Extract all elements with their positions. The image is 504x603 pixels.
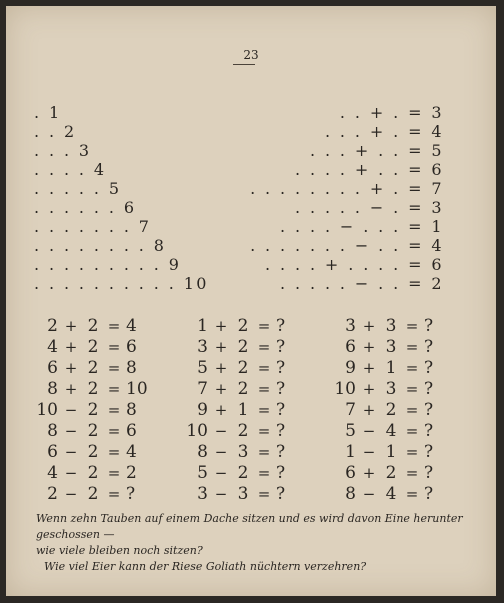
equation-row [30, 379, 152, 400]
equation-row [30, 400, 152, 421]
equation-equals: = [257, 422, 271, 440]
equation-result: ? [424, 400, 434, 420]
equation-equals: = [107, 359, 121, 377]
equation-equals: = [405, 485, 419, 503]
equation-result: ? [126, 484, 136, 504]
equation-result: 8 [126, 358, 137, 378]
equation-equals: = [107, 443, 121, 461]
equation-operand: 10 [186, 421, 208, 441]
equation-operand: 2 [237, 421, 249, 441]
equation-result: ? [424, 421, 434, 441]
equation-operand: 2 [385, 463, 397, 483]
equation-operand: 7 [197, 379, 208, 399]
equation-operand: 8 [47, 421, 58, 441]
equation-result: 8 [126, 400, 137, 420]
left-dot-row: . 1 [34, 103, 62, 122]
equation-result: ? [424, 463, 434, 483]
left-dot-row: . . . . . . 6 [34, 198, 137, 217]
equation-operator: + [362, 401, 376, 419]
equation-operand: 1 [237, 400, 249, 420]
equation-operator: − [64, 464, 78, 482]
equation-operand: 6 [345, 337, 356, 357]
equation-equals: = [107, 338, 121, 356]
equation-row [328, 463, 450, 484]
equation-equals: = [257, 380, 271, 398]
equation-result: ? [276, 484, 286, 504]
equation-operand: 2 [237, 463, 249, 483]
equation-equals: = [257, 338, 271, 356]
equation-row [30, 421, 152, 442]
right-dot-row: . . . . . − . . = 2 [280, 274, 444, 293]
word-problem-line: wie viele bleiben noch sitzen? [36, 544, 203, 557]
equation-result: ? [276, 316, 286, 336]
equation-operand: 2 [87, 442, 99, 462]
equation-operand: 6 [345, 463, 356, 483]
equation-operand: 2 [237, 379, 249, 399]
equation-operator: − [362, 443, 376, 461]
equation-row [328, 337, 450, 358]
equation-operand: 2 [87, 316, 99, 336]
equation-row [180, 421, 302, 442]
equation-operator: + [362, 338, 376, 356]
equation-operator: + [64, 359, 78, 377]
equation-row [30, 442, 152, 463]
equation-result: 10 [126, 379, 148, 399]
equation-result: ? [276, 337, 286, 357]
equation-equals: = [257, 401, 271, 419]
equation-result: 6 [126, 337, 137, 357]
equation-operand: 1 [197, 316, 208, 336]
equation-row [328, 379, 450, 400]
equation-equals: = [257, 485, 271, 503]
equation-operand: 8 [197, 442, 208, 462]
equation-result: ? [424, 358, 434, 378]
equation-operand: 8 [47, 379, 58, 399]
equation-equals: = [405, 443, 419, 461]
equation-operand: 2 [87, 421, 99, 441]
equation-operator: + [64, 380, 78, 398]
equation-result: ? [276, 421, 286, 441]
equation-operand: 9 [345, 358, 356, 378]
equation-operand: 1 [385, 358, 397, 378]
equation-operator: + [214, 317, 228, 335]
equation-row [180, 442, 302, 463]
equation-row [328, 442, 450, 463]
equation-operand: 1 [345, 442, 356, 462]
equation-row [180, 400, 302, 421]
equation-row [30, 337, 152, 358]
equation-operand: 2 [87, 358, 99, 378]
equation-operand: 2 [385, 400, 397, 420]
right-dot-row: . . . + . . = 5 [309, 141, 444, 160]
equation-equals: = [405, 401, 419, 419]
right-dot-row: . . . . + . . . . = 6 [265, 255, 444, 274]
equation-operator: + [362, 464, 376, 482]
equation-operand: 2 [47, 484, 58, 504]
left-dot-row: . . . . . . . . . 9 [34, 255, 182, 274]
equation-equals: = [257, 317, 271, 335]
equation-equals: = [405, 464, 419, 482]
equation-operand: 4 [385, 484, 397, 504]
equation-result: 4 [126, 316, 137, 336]
equation-result: ? [424, 337, 434, 357]
equation-operand: 3 [345, 316, 356, 336]
right-dot-row: . . . . + . . = 6 [295, 160, 444, 179]
word-problem-line: Wie viel Eier kann der Riese Goliath nüchtern verzehren? [44, 560, 367, 573]
equation-operand: 5 [197, 463, 208, 483]
equation-equals: = [107, 485, 121, 503]
equation-operand: 7 [345, 400, 356, 420]
equation-equals: = [405, 338, 419, 356]
equation-result: ? [424, 316, 434, 336]
equation-equals: = [107, 380, 121, 398]
equation-row [30, 358, 152, 379]
equation-row [30, 316, 152, 337]
equation-result: ? [276, 379, 286, 399]
equation-operand: 2 [87, 379, 99, 399]
equation-operand: 3 [385, 316, 397, 336]
equation-result: ? [424, 442, 434, 462]
equation-operator: − [214, 443, 228, 461]
equation-operand: 2 [47, 316, 58, 336]
equation-operand: 5 [197, 358, 208, 378]
equation-operand: 3 [197, 484, 208, 504]
right-dot-row: . . . . . . . − . . = 4 [250, 236, 444, 255]
equation-operand: 6 [47, 442, 58, 462]
equation-equals: = [107, 464, 121, 482]
equation-row [328, 358, 450, 379]
equation-operator: − [64, 422, 78, 440]
equation-operator: − [64, 443, 78, 461]
equation-result: ? [276, 400, 286, 420]
right-dot-row: . . . . . − . = 3 [295, 198, 444, 217]
equation-operand: 8 [345, 484, 356, 504]
equation-equals: = [405, 359, 419, 377]
word-problems [36, 511, 476, 575]
equation-operand: 3 [197, 337, 208, 357]
equation-operator: − [214, 464, 228, 482]
equation-row [328, 316, 450, 337]
equation-result: ? [276, 463, 286, 483]
left-dot-row: . . 2 [34, 122, 77, 141]
equation-equals: = [405, 380, 419, 398]
equation-operand: 3 [385, 337, 397, 357]
equation-operator: + [362, 380, 376, 398]
equation-operand: 2 [87, 400, 99, 420]
equation-operand: 4 [385, 421, 397, 441]
equation-operator: + [64, 338, 78, 356]
equation-row [180, 337, 302, 358]
equation-equals: = [405, 317, 419, 335]
equation-equals: = [405, 422, 419, 440]
equation-operand: 2 [237, 316, 249, 336]
equation-operator: − [362, 422, 376, 440]
equation-result: ? [276, 442, 286, 462]
equation-operator: − [64, 401, 78, 419]
equation-operand: 2 [87, 484, 99, 504]
equation-operator: − [214, 422, 228, 440]
page-number-rule [233, 64, 255, 65]
equation-operand: 3 [385, 379, 397, 399]
equation-row [30, 484, 152, 505]
left-dot-row: . . . . . . . 7 [34, 217, 152, 236]
equation-operator: − [64, 485, 78, 503]
right-dot-row: . . . . − . . . = 1 [280, 217, 444, 236]
left-dot-row: . . . 3 [34, 141, 92, 160]
left-dot-row: . . . . . . . . . . 10 [34, 274, 209, 293]
equation-result: 4 [126, 442, 137, 462]
equation-operand: 3 [237, 442, 249, 462]
book-page [6, 6, 496, 596]
equation-operator: + [214, 380, 228, 398]
equation-equals: = [257, 464, 271, 482]
equation-result: ? [276, 358, 286, 378]
equation-operand: 5 [345, 421, 356, 441]
equation-equals: = [107, 401, 121, 419]
equation-operand: 10 [334, 379, 356, 399]
equation-operator: + [64, 317, 78, 335]
word-problem-line: Wenn zehn Tauben auf einem Dache sitzen und es wird davon Eine herunter geschossen — [36, 512, 463, 541]
equation-operand: 6 [47, 358, 58, 378]
equation-operator: + [362, 359, 376, 377]
left-dot-row: . . . . . . . . 8 [34, 236, 167, 255]
equation-result: ? [424, 484, 434, 504]
equation-row [30, 463, 152, 484]
equation-operand: 2 [237, 358, 249, 378]
left-dot-row: . . . . 4 [34, 160, 107, 179]
equation-operand: 4 [47, 463, 58, 483]
equation-operator: + [214, 401, 228, 419]
equation-operator: − [362, 485, 376, 503]
equation-row [328, 400, 450, 421]
equation-row [328, 421, 450, 442]
equation-operand: 2 [87, 337, 99, 357]
equation-result: ? [424, 379, 434, 399]
equation-operand: 3 [237, 484, 249, 504]
equation-result: 2 [126, 463, 137, 483]
equation-operand: 2 [237, 337, 249, 357]
equation-row [180, 484, 302, 505]
equation-row [180, 463, 302, 484]
equation-equals: = [257, 443, 271, 461]
equation-operand: 9 [197, 400, 208, 420]
equation-operator: + [362, 317, 376, 335]
equation-equals: = [257, 359, 271, 377]
equation-operator: + [214, 359, 228, 377]
right-dot-row: . . + . = 3 [339, 103, 444, 122]
equation-row [180, 358, 302, 379]
equation-row [180, 379, 302, 400]
equation-operand: 2 [87, 463, 99, 483]
equation-equals: = [107, 317, 121, 335]
left-dot-row: . . . . . 5 [34, 179, 122, 198]
equation-equals: = [107, 422, 121, 440]
equation-operand: 10 [36, 400, 58, 420]
equation-operand: 4 [47, 337, 58, 357]
equation-row [328, 484, 450, 505]
equation-row [180, 316, 302, 337]
equation-operand: 1 [385, 442, 397, 462]
right-dot-row: . . . + . = 4 [324, 122, 444, 141]
page-number: 23 [243, 48, 259, 62]
equation-operator: − [214, 485, 228, 503]
equation-result: 6 [126, 421, 137, 441]
equation-operator: + [214, 338, 228, 356]
right-dot-row: . . . . . . . . + . = 7 [250, 179, 444, 198]
